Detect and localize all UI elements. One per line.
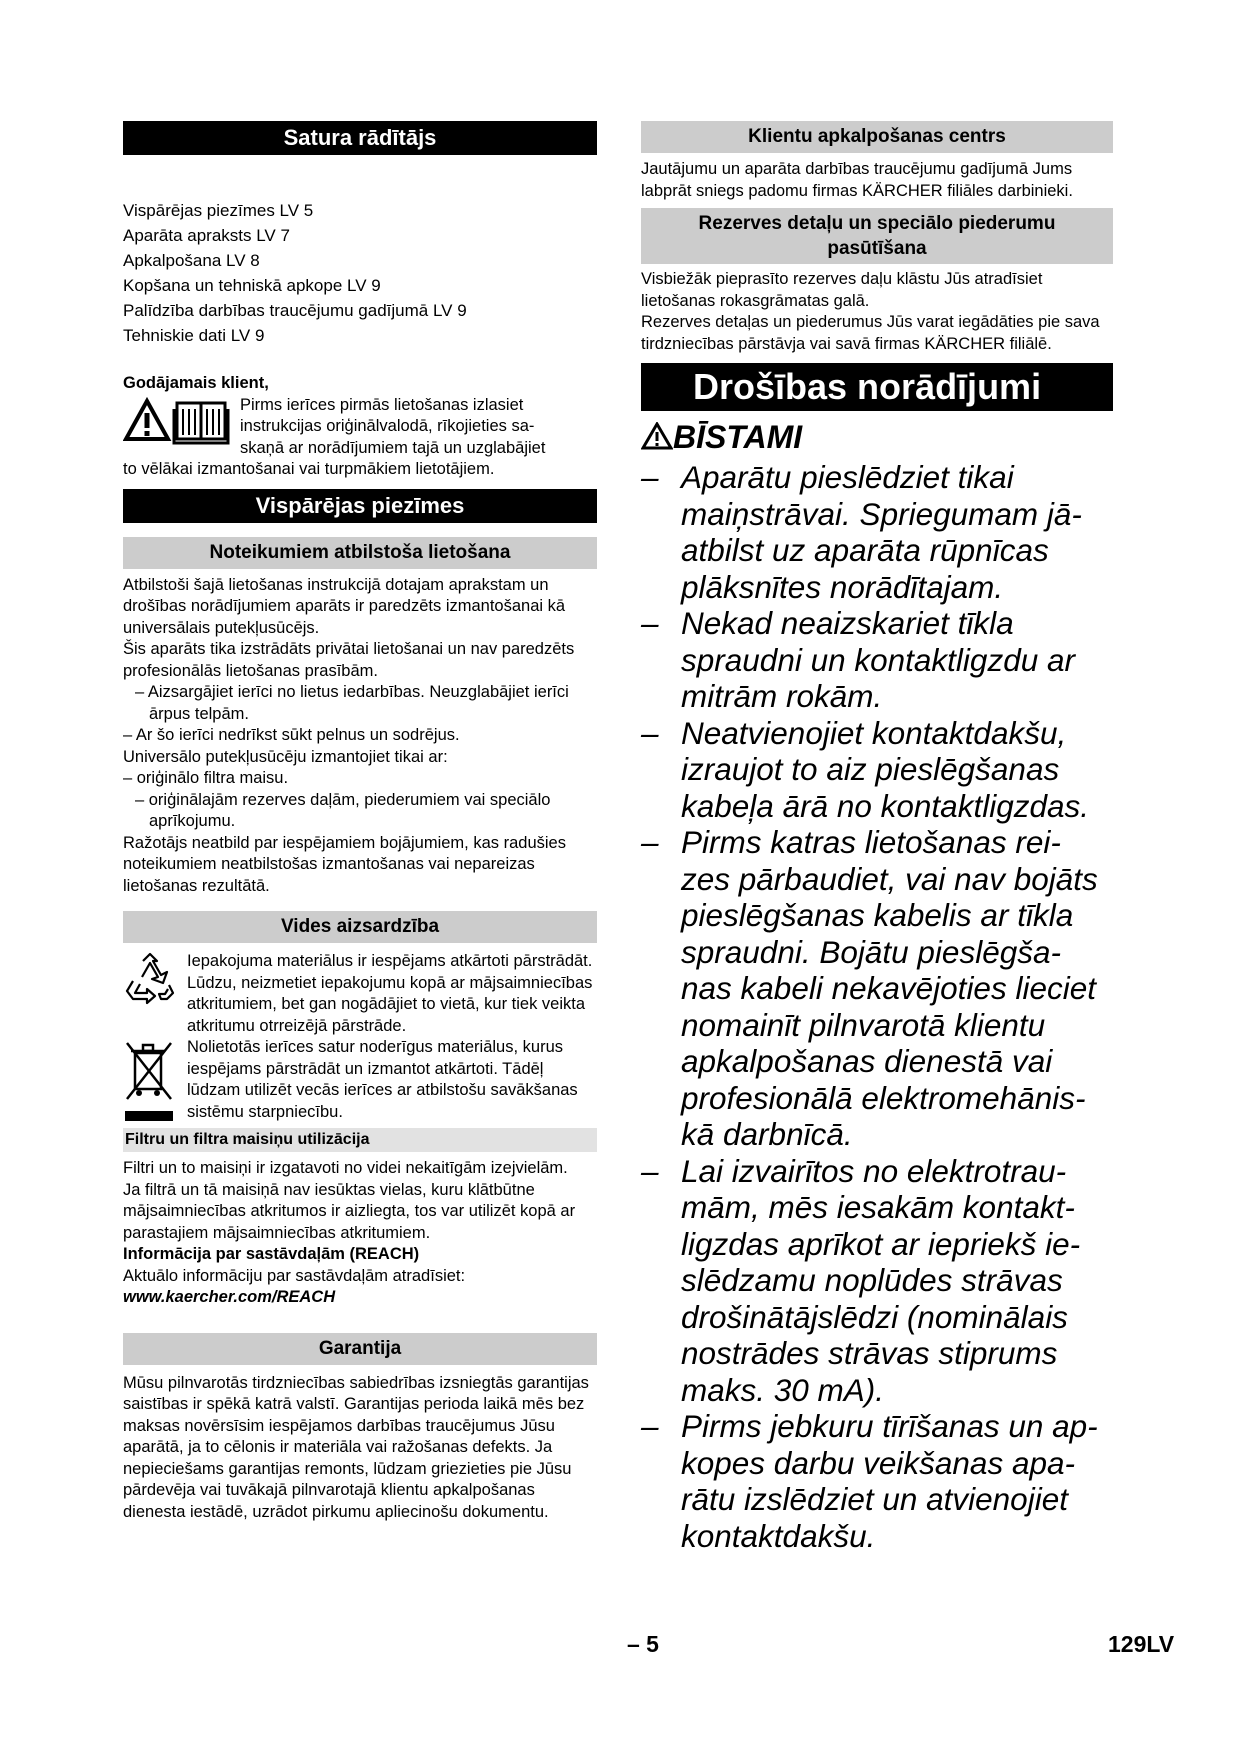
intended-use-title: Noteikumiem atbilstoša lietošana xyxy=(123,537,597,569)
weee-text: Nolietotās ierīces satur noderīgus materiālus, kurus iespējams pārstrādāt un izmantot atkārtoti. Tādēļ lūdzam utilizēt vecās ierīces ar atbilstošu savākšanas sistēmu starpniecību. xyxy=(187,1038,578,1121)
toc-item[interactable]: Aparāta apraksts LV 7 xyxy=(123,226,290,245)
parts-title xyxy=(641,208,1113,264)
toc-item[interactable]: Palīdzība darbības traucējumu gadījumā LV 9 xyxy=(123,301,467,320)
item-line: nas kabeli nekavējoties lieciet xyxy=(681,970,1096,1006)
parts-text: Visbiežāk pieprasīto rezerves daļu klāstu Jūs atradīsiet lietošanas rokasgrāmatas galā. xyxy=(641,270,1043,310)
item-line: drošinātājslēdzi (nominālais xyxy=(681,1298,1068,1335)
item-line: profesionālā elektromehānis- xyxy=(681,1079,1086,1116)
bullet: – Aizsargājiet ierīci no lietus iedarbības. Neuzglabājiet ierīci ārpus telpām. xyxy=(135,683,569,723)
bullet: – Ar šo ierīci nedrīkst sūkt pelnus un sodrējus. xyxy=(123,726,460,744)
intro-line: Pirms ierīces pirmās lietošanas izlasiet xyxy=(240,395,524,414)
safety-item xyxy=(641,1408,1113,1554)
item-line: ligzdas aprīkot ar iepriekš ie- xyxy=(681,1225,1081,1262)
item-line: Aparātu pieslēdziet tikai xyxy=(681,459,1014,495)
item-line: nostrādes strāvas stiprums xyxy=(681,1335,1058,1371)
warning-triangle-icon xyxy=(641,419,673,459)
item-line: maks. 30 mA). xyxy=(681,1371,885,1408)
item-line: Nekad neaizskariet tīkla xyxy=(681,605,1014,641)
reach-title: Informācija par sastāvdaļām (REACH) xyxy=(123,1245,420,1263)
reach-link[interactable]: www.kaercher.com/REACH xyxy=(123,1288,336,1306)
item-line: kā darbnīcā. xyxy=(681,1116,853,1152)
item-line: Neatvienojiet kontaktdakšu, xyxy=(681,714,1067,751)
toc-item[interactable]: Tehniskie dati LV 9 xyxy=(123,326,265,345)
item-line: pieslēgšanas kabelis ar tīkla xyxy=(681,897,1074,933)
recycling-row xyxy=(123,951,597,1037)
warranty-title: Garantija xyxy=(123,1333,597,1365)
dash: – xyxy=(641,714,659,751)
paragraph: Aktuālo informāciju par sastāvdaļām atradīsiet: xyxy=(123,1266,466,1285)
danger-text: BĪSTAMI xyxy=(673,419,803,455)
toc-item[interactable]: Vispārējas piezīmes LV 5 xyxy=(123,201,314,220)
environment-title: Vides aizsardzība xyxy=(123,911,597,943)
item-line: Lai izvairītos no elektrotrau- xyxy=(681,1152,1067,1189)
right-column xyxy=(641,121,1113,1554)
safety-title: Drošības norādījumi xyxy=(641,363,1113,411)
item-line: mitrām rokām. xyxy=(681,678,883,714)
safety-item xyxy=(641,715,1113,825)
toc-title: Satura rādītājs xyxy=(123,121,597,155)
bullet: – oriģinālo filtra maisu. xyxy=(123,769,289,787)
table-of-contents xyxy=(123,198,597,348)
intro-line: instrukcijas oriģinālvalodā, rīkojieties sa- xyxy=(240,417,535,435)
weee-row xyxy=(123,1037,597,1125)
safety-item xyxy=(641,824,1113,1153)
parts-text: Rezerves detaļas un piederumus Jūs varat iegādāties pie sava tirdzniecības pārstāvja vai savā firmas KÄRCHER filiālē. xyxy=(641,313,1100,353)
dash: – xyxy=(641,1408,659,1444)
crossed-bin-icon xyxy=(123,1037,187,1125)
dash: – xyxy=(641,459,659,495)
recycling-text: Iepakojuma materiālus ir iespējams atkārtoti pārstrādāt. Lūdzu, neizmetiet iepakojumu kopā ar mājsaimniecības atkritumiem, bet gan nogādājiet to vietā, kur tiek veikta atkritumu otrreizējā pārstrāde. xyxy=(187,952,593,1035)
paragraph: Universālo putekļusūcēju izmantojiet tikai ar: xyxy=(123,747,448,766)
item-line: kontaktdakšu. xyxy=(681,1517,876,1554)
parts-title-line: Rezerves detaļu un speciālo piederumu xyxy=(698,213,1056,234)
item-line: plāksnītes norādītajam. xyxy=(681,568,1004,605)
service-title: Klientu apkalpošanas centrs xyxy=(641,121,1113,153)
item-line: slēdzamu noplūdes strāvas xyxy=(681,1262,1063,1298)
left-column xyxy=(123,121,597,1523)
document-code: 129LV xyxy=(1108,1631,1175,1657)
safety-item xyxy=(641,459,1113,605)
item-line: spraudni. Bojātu pieslēgša- xyxy=(681,933,1061,970)
toc-item[interactable]: Kopšana un tehniskā apkope LV 9 xyxy=(123,276,381,295)
filter-disposal-text xyxy=(123,1158,597,1309)
item-line: atbilst uz aparāta rūpnīcas xyxy=(681,532,1049,568)
paragraph: Atbilstoši šajā lietošanas instrukcijā dotajam aprakstam un drošības norādījumiem aparāts ir paredzēts izmantošanai kā universālais putekļusūcējs. xyxy=(123,575,566,637)
paragraph: Šis aparāts tika izstrādāts privātai lietošanai un nav paredzēts profesionālās lietošanas prasībām. xyxy=(123,640,575,680)
intended-use-text xyxy=(123,575,597,898)
item-line: kabeļa ārā no kontaktligzdas. xyxy=(681,787,1090,824)
safety-list xyxy=(641,459,1113,1554)
paragraph: Filtri un to maisiņi ir izgatavoti no videi nekaitīgām izejvielām. xyxy=(123,1159,568,1177)
item-line: Pirms jebkuru tīrīšanas un ap- xyxy=(681,1408,1098,1444)
item-line: nomainīt pilnvarotā klientu xyxy=(681,1006,1046,1043)
item-line: izraujot to aiz pieslēgšanas xyxy=(681,751,1060,787)
item-line: zes pārbaudiet, vai nav bojāts xyxy=(681,860,1098,897)
item-line: rātu izslēdziet un atvienojiet xyxy=(681,1481,1068,1517)
item-line: mām, mēs iesakām kontakt- xyxy=(681,1189,1075,1225)
recycle-icon xyxy=(123,951,187,1005)
item-line: apkalpošanas dienestā vai xyxy=(681,1043,1053,1079)
danger-label xyxy=(641,417,1113,459)
item-line: spraudni un kontaktligzdu ar xyxy=(681,641,1075,678)
item-line: Pirms katras lietošanas rei- xyxy=(681,824,1061,860)
greeting: Godājamais klient, xyxy=(123,374,269,392)
dash: – xyxy=(641,824,659,860)
warranty-text: Mūsu pilnvarotās tirdzniecības sabiedrības izsniegtās garantijas saistības ir spēkā katrā valstī. Garantijas perioda laikā mēs bez maksas novērsīsim iespējamos darbības traucējumus Jūsu aparātā, ja to cēlonis ir materiāla vai ražošanas defekts. Ja nepieciešams garantijas remonts, lūdzam griezieties pie Jūsu pārdevēja vai tuvākajā pilnvarotajā klientu apkalpošanas dienesta iestādē, uzrādot pirkumu apliecinošu dokumentu. xyxy=(123,1373,589,1521)
read-manual-icon xyxy=(123,395,240,445)
safety-item xyxy=(641,605,1113,715)
greeting-section xyxy=(123,373,597,481)
dash: – xyxy=(641,605,659,641)
parts-title-line: pasūtīšana xyxy=(827,238,927,259)
safety-item xyxy=(641,1153,1113,1409)
intro-last-line: to vēlākai izmantošanai vai turpmākiem lietotājiem. xyxy=(123,460,495,478)
general-notes-title: Vispārējas piezīmes xyxy=(123,489,597,523)
item-line: maiņstrāvai. Spriegumam jā- xyxy=(681,495,1082,532)
bullet: – oriģinālajām rezerves daļām, piederumiem vai speciālo aprīkojumu. xyxy=(135,790,551,830)
service-text: Jautājumu un aparāta darbības traucējumu gadījumā Jums labprāt sniegs padomu firmas KÄRCHER filiāles darbinieki. xyxy=(641,160,1073,200)
intro-line: skaņā ar norādījumiem tajā un uzglabājiet xyxy=(240,438,546,457)
paragraph: Ja filtrā un tā maisiņā nav iesūktas vielas, kuru klātbūtne mājsaimniecības atkritumos ir aizliegta, tos var utilizēt kopā ar parastajiem mājsaimniecības atkritumiem. xyxy=(123,1180,576,1242)
page-number: – 5 xyxy=(627,1631,659,1657)
filter-disposal-title: Filtru un filtra maisiņu utilizācija xyxy=(123,1128,597,1152)
toc-item[interactable]: Apkalpošana LV 8 xyxy=(123,251,260,270)
paragraph: Ražotājs neatbild par iespējamiem bojājumiem, kas radušies noteikumiem neatbilstošas izmantošanas vai nepareizas lietošanas rezultātā. xyxy=(123,833,566,895)
item-line: kopes darbu veikšanas apa- xyxy=(681,1444,1075,1481)
dash: – xyxy=(641,1152,659,1189)
